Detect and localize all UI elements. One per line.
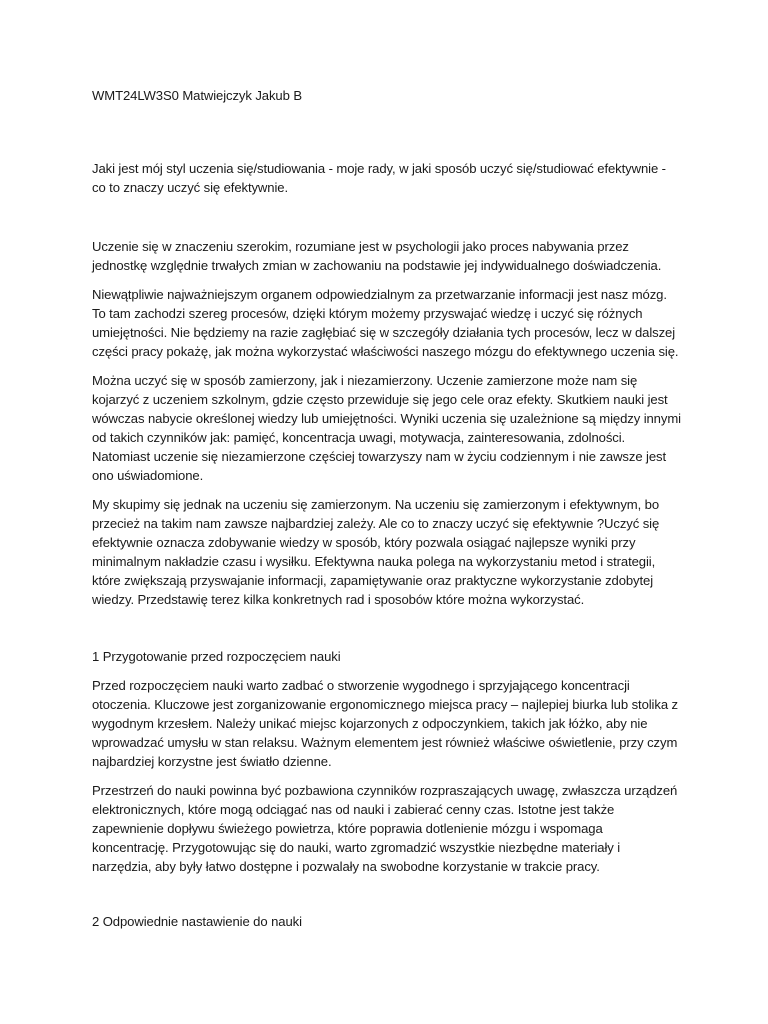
section-heading-1: 1 Przygotowanie przed rozpoczęciem nauki <box>92 649 341 664</box>
section-1-paragraph: Przestrzeń do nauki powinna być pozbawiona czynników rozpraszających uwagę, zwłaszcza urządzeń elektronicznych, które mogą odciągać nas od nauki i zabierać cenny czas. Istotne jest także zapewnienie dopływu świeżego powietrza, które poprawia dotlenienie mózgu i wspomaga koncentrację. Przygotowując się do nauki, warto zgromadzić wszystkie niezbędne materiały i narzędzia, aby były łatwo dostępne i pozwalały na swobodne korzystanie w trakcie pracy. <box>92 783 678 874</box>
body-paragraph: Można uczyć się w sposób zamierzony, jak i niezamierzony. Uczenie zamierzone może nam się kojarzyć z uczeniem szkolnym, gdzie często przewiduje się jego cele oraz efekty. Skutkiem nauki jest wówczas nabycie określonej wiedzy lub umiejętności. Wyniki uczenia się uzależnione są między innymi od takich czynników jak: pamięć, koncentracja uwagi, motywacja, zainteresowania, zdolności. Natomiast uczenie się niezamierzone częściej towarzyszy nam w życiu codziennym i nie zawsze jest ono uświadomione. <box>92 373 681 483</box>
body-paragraph: My skupimy się jednak na uczeniu się zamierzonym. Na uczeniu się zamierzonym i efektywnym, bo przecież na takim nam zawsze najbardziej zależy. Ale co to znaczy uczyć się efektywnie ?Uczyć się efektywnie oznacza zdobywanie wiedzy w sposób, który pozwala osiągać najlepsze wyniki przy minimalnym nakładzie czasu i wysiłku. Efektywna nauka polega na wykorzystaniu metod i strategii, które zwiększają przyswajanie informacji, zapamiętywanie oraz praktyczne wykorzystanie zdobytej wiedzy. Przedstawię terez kilka konkretnych rad i sposobów które można wykorzystać. <box>92 497 660 607</box>
body-paragraph: Niewątpliwie najważniejszym organem odpowiedzialnym za przetwarzanie informacji jest nasz mózg. To tam zachodzi szereg procesów, dzięki którym możemy przyswajać wiedzę i uczyć się różnych umiejętności. Nie będziemy na razie zagłębiać się w szczegóły działania tych procesów, lecz w dalszej części pracy pokażę, jak można wykorzystać właściwości naszego mózgu do efektywnego uczenia się. <box>92 287 679 359</box>
section-heading-2: 2 Odpowiednie nastawienie do nauki <box>92 914 302 929</box>
document-body <box>92 86 682 931</box>
body-paragraph: Uczenie się w znaczeniu szerokim, rozumiane jest w psychologii jako proces nabywania przez jednostkę względnie trwałych zmian w zachowaniu na podstawie jej indywidualnego doświadczenia. <box>92 239 662 273</box>
document-title: Jaki jest mój styl uczenia się/studiowania - moje rady, w jaki sposób uczyć się/studiować efektywnie - co to znaczy uczyć się efektywnie. <box>92 161 666 195</box>
section-1-paragraph: Przed rozpoczęciem nauki warto zadbać o stworzenie wygodnego i sprzyjającego koncentracji otoczenia. Kluczowe jest zorganizowanie ergonomicznego miejsca pracy – najlepiej biurka lub stolika z wygodnym krzesłem. Należy unikać miejsc kojarzonych z odpoczynkiem, takich jak łóżko, aby nie wprowadzać umysłu w stan relaksu. Ważnym elementem jest również właściwe oświetlenie, przy czym najbardziej korzystne jest światło dzienne. <box>92 678 678 769</box>
document-header: WMT24LW3S0 Matwiejczyk Jakub B <box>92 88 302 103</box>
